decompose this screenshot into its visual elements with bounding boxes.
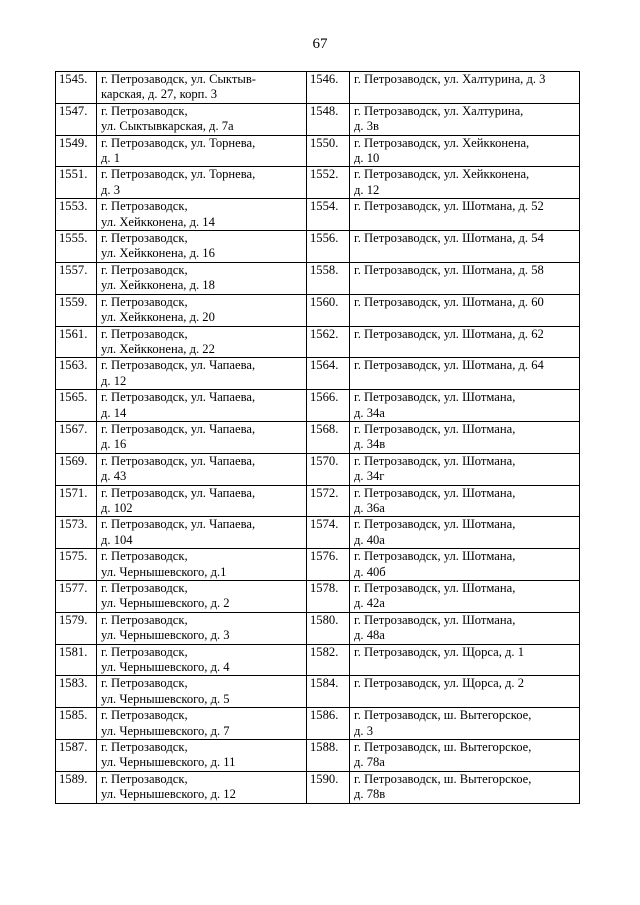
left-address-cell: г. Петрозаводск, ул. Чапаева, д. 16: [97, 421, 307, 453]
right-address-cell: г. Петрозаводск, ул. Шотмана, д. 52: [350, 199, 580, 231]
left-address-cell: г. Петрозаводск, ул. Торнева, д. 3: [97, 167, 307, 199]
table-row: [56, 549, 580, 581]
left-address-cell: г. Петрозаводск, ул. Торнева, д. 1: [97, 135, 307, 167]
left-number-cell: 1589.: [56, 771, 97, 803]
right-number-cell: 1574.: [307, 517, 350, 549]
table-row: [56, 517, 580, 549]
right-number-cell: 1584.: [307, 676, 350, 708]
right-number-cell: 1576.: [307, 549, 350, 581]
right-address-cell: г. Петрозаводск, ул. Щорса, д. 1: [350, 644, 580, 676]
table-row: [56, 294, 580, 326]
right-number-cell: 1568.: [307, 421, 350, 453]
left-number-cell: 1559.: [56, 294, 97, 326]
table-row: [56, 485, 580, 517]
right-address-cell: г. Петрозаводск, ш. Вытегорское, д. 78в: [350, 771, 580, 803]
left-address-cell: г. Петрозаводск, ул. Чапаева, д. 102: [97, 485, 307, 517]
right-number-cell: 1562.: [307, 326, 350, 358]
table-row: [56, 740, 580, 772]
left-address-cell: г. Петрозаводск, ул. Чапаева, д. 12: [97, 358, 307, 390]
right-number-cell: 1550.: [307, 135, 350, 167]
right-number-cell: 1556.: [307, 231, 350, 263]
table-row: [56, 581, 580, 613]
right-address-cell: г. Петрозаводск, ул. Шотмана, д. 62: [350, 326, 580, 358]
table-row: [56, 676, 580, 708]
right-number-cell: 1590.: [307, 771, 350, 803]
right-number-cell: 1586.: [307, 708, 350, 740]
right-number-cell: 1560.: [307, 294, 350, 326]
table-row: [56, 644, 580, 676]
table-row: [56, 72, 580, 104]
left-address-cell: г. Петрозаводск, ул. Чапаева, д. 104: [97, 517, 307, 549]
left-number-cell: 1575.: [56, 549, 97, 581]
page-number: 67: [312, 36, 328, 52]
left-address-cell: г. Петрозаводск, ул. Чернышевского, д. 4: [97, 644, 307, 676]
left-address-cell: г. Петрозаводск, ул. Чернышевского, д.1: [97, 549, 307, 581]
left-number-cell: 1567.: [56, 421, 97, 453]
left-number-cell: 1579.: [56, 612, 97, 644]
left-number-cell: 1577.: [56, 581, 97, 613]
left-number-cell: 1551.: [56, 167, 97, 199]
left-number-cell: 1565.: [56, 390, 97, 422]
left-number-cell: 1569.: [56, 453, 97, 485]
table-row: [56, 453, 580, 485]
right-number-cell: 1548.: [307, 103, 350, 135]
left-address-cell: г. Петрозаводск, ул. Хейкконена, д. 22: [97, 326, 307, 358]
table-row: [56, 771, 580, 803]
left-number-cell: 1571.: [56, 485, 97, 517]
left-address-cell: г. Петрозаводск, ул. Хейкконена, д. 16: [97, 231, 307, 263]
right-number-cell: 1582.: [307, 644, 350, 676]
right-address-cell: г. Петрозаводск, ул. Шотмана, д. 36а: [350, 485, 580, 517]
left-number-cell: 1545.: [56, 72, 97, 104]
right-address-cell: г. Петрозаводск, ул. Шотмана, д. 58: [350, 262, 580, 294]
left-address-cell: г. Петрозаводск, ул. Сыктывкарская, д. 7а: [97, 103, 307, 135]
left-address-cell: г. Петрозаводск, ул. Чернышевского, д. 3: [97, 612, 307, 644]
right-address-cell: г. Петрозаводск, ул. Шотмана, д. 40а: [350, 517, 580, 549]
right-address-cell: г. Петрозаводск, ул. Шотмана, д. 34г: [350, 453, 580, 485]
left-number-cell: 1555.: [56, 231, 97, 263]
left-number-cell: 1557.: [56, 262, 97, 294]
right-address-cell: г. Петрозаводск, ш. Вытегорское, д. 78а: [350, 740, 580, 772]
left-number-cell: 1547.: [56, 103, 97, 135]
left-address-cell: г. Петрозаводск, ул. Чернышевского, д. 12: [97, 771, 307, 803]
left-number-cell: 1587.: [56, 740, 97, 772]
left-number-cell: 1549.: [56, 135, 97, 167]
table-row: [56, 167, 580, 199]
table-row: [56, 326, 580, 358]
right-number-cell: 1578.: [307, 581, 350, 613]
right-address-cell: г. Петрозаводск, ул. Хейкконена, д. 12: [350, 167, 580, 199]
right-number-cell: 1572.: [307, 485, 350, 517]
right-address-cell: г. Петрозаводск, ул. Шотмана, д. 40б: [350, 549, 580, 581]
right-number-cell: 1552.: [307, 167, 350, 199]
table-row: [56, 231, 580, 263]
right-number-cell: 1580.: [307, 612, 350, 644]
right-address-cell: г. Петрозаводск, ул. Халтурина, д. 3: [350, 72, 580, 104]
left-address-cell: г. Петрозаводск, ул. Чернышевского, д. 11: [97, 740, 307, 772]
left-number-cell: 1585.: [56, 708, 97, 740]
table-row: [56, 612, 580, 644]
right-number-cell: 1546.: [307, 72, 350, 104]
address-table: [55, 71, 580, 804]
right-address-cell: г. Петрозаводск, ул. Шотмана, д. 64: [350, 358, 580, 390]
table-row: [56, 708, 580, 740]
right-address-cell: г. Петрозаводск, ул. Шотмана, д. 34а: [350, 390, 580, 422]
table-row: [56, 199, 580, 231]
right-number-cell: 1558.: [307, 262, 350, 294]
table-row: [56, 421, 580, 453]
right-address-cell: г. Петрозаводск, ш. Вытегорское, д. 3: [350, 708, 580, 740]
right-address-cell: г. Петрозаводск, ул. Щорса, д. 2: [350, 676, 580, 708]
right-address-cell: г. Петрозаводск, ул. Халтурина, д. 3в: [350, 103, 580, 135]
left-address-cell: г. Петрозаводск, ул. Чапаева, д. 43: [97, 453, 307, 485]
left-address-cell: г. Петрозаводск, ул. Чернышевского, д. 7: [97, 708, 307, 740]
left-address-cell: г. Петрозаводск, ул. Сыктыв- карская, д. 27, корп. 3: [97, 72, 307, 104]
right-address-cell: г. Петрозаводск, ул. Шотмана, д. 42а: [350, 581, 580, 613]
table-row: [56, 103, 580, 135]
right-number-cell: 1588.: [307, 740, 350, 772]
right-number-cell: 1570.: [307, 453, 350, 485]
left-number-cell: 1573.: [56, 517, 97, 549]
right-address-cell: г. Петрозаводск, ул. Шотмана, д. 60: [350, 294, 580, 326]
left-address-cell: г. Петрозаводск, ул. Хейкконена, д. 20: [97, 294, 307, 326]
address-table-body: [56, 72, 580, 804]
left-address-cell: г. Петрозаводск, ул. Чернышевского, д. 2: [97, 581, 307, 613]
left-number-cell: 1581.: [56, 644, 97, 676]
table-row: [56, 358, 580, 390]
right-number-cell: 1566.: [307, 390, 350, 422]
table-row: [56, 135, 580, 167]
right-address-cell: г. Петрозаводск, ул. Шотмана, д. 54: [350, 231, 580, 263]
left-number-cell: 1563.: [56, 358, 97, 390]
right-address-cell: г. Петрозаводск, ул. Шотмана, д. 34в: [350, 421, 580, 453]
right-number-cell: 1554.: [307, 199, 350, 231]
left-number-cell: 1561.: [56, 326, 97, 358]
table-row: [56, 390, 580, 422]
left-address-cell: г. Петрозаводск, ул. Чапаева, д. 14: [97, 390, 307, 422]
right-address-cell: г. Петрозаводск, ул. Шотмана, д. 48а: [350, 612, 580, 644]
table-row: [56, 262, 580, 294]
left-address-cell: г. Петрозаводск, ул. Хейкконена, д. 14: [97, 199, 307, 231]
right-address-cell: г. Петрозаводск, ул. Хейкконена, д. 10: [350, 135, 580, 167]
left-address-cell: г. Петрозаводск, ул. Чернышевского, д. 5: [97, 676, 307, 708]
right-number-cell: 1564.: [307, 358, 350, 390]
left-number-cell: 1553.: [56, 199, 97, 231]
left-number-cell: 1583.: [56, 676, 97, 708]
left-address-cell: г. Петрозаводск, ул. Хейкконена, д. 18: [97, 262, 307, 294]
